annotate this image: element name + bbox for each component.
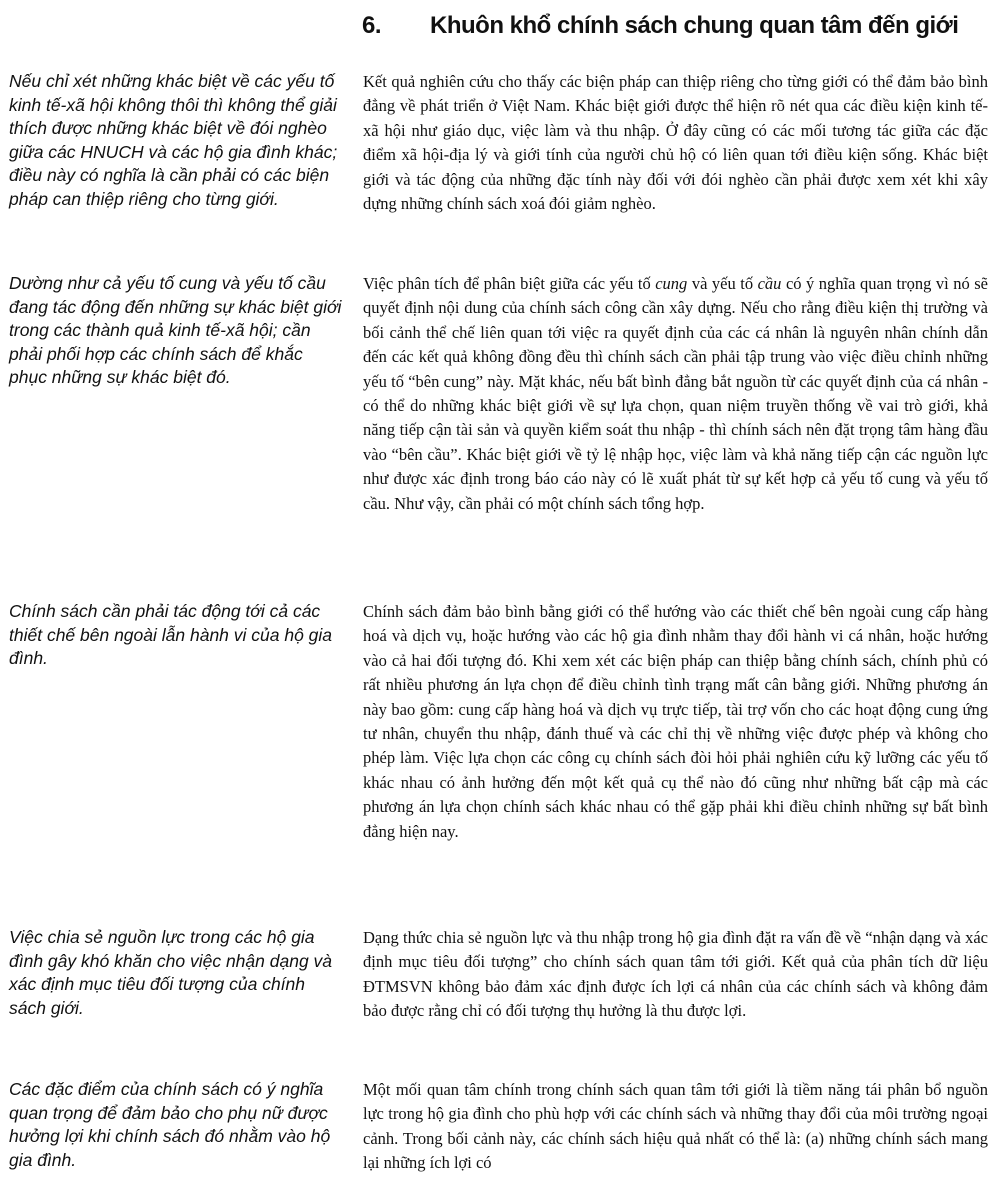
section-number: 6. [362, 12, 382, 39]
margin-note: Dường như cả yếu tố cung và yếu tố cầu đang tác động đến những sự khác biệt giới trong các thành quả kinh tế-xã hội; cần phải phối hợp các chính sách để khắc phục những sự khác biệt đó. [9, 273, 342, 387]
body-paragraph-5: Một mối quan tâm chính trong chính sách quan tâm tới giới là tiềm năng tái phân bổ nguồn lực trong hộ gia đình cho phù hợp với các chính sách và những thay đổi của môi trường ngoại cảnh. Trong bối cảnh này, các chính sách hiệu quả nhất có thể là: (a) những chính sách mang lại những ích lợi có [363, 1080, 988, 1173]
body-paragraph-2 [363, 272, 988, 516]
emphasis-cau: cầu [757, 274, 782, 293]
paragraph-text: Việc phân tích để phân biệt giữa các yếu tố [363, 274, 656, 293]
section-heading [362, 12, 992, 40]
body-paragraph-4: Dạng thức chia sẻ nguồn lực và thu nhập trong hộ gia đình đặt ra vấn đề về “nhận dạng và xác định mục tiêu đối tượng” cho chính sách quan tâm tới giới. Kết quả của phân tích dữ liệu ĐTMSVN không bảo đảm xác định được ích lợi cá nhân của các chính sách và không đảm bảo được rằng chỉ có đối tượng thụ hưởng là thu được lợi. [363, 928, 988, 1021]
margin-note: Chính sách cần phải tác động tới cả các thiết chế bên ngoài lẫn hành vi của hộ gia đình. [9, 601, 333, 668]
margin-note: Các đặc điểm của chính sách có ý nghĩa quan trọng để đảm bảo cho phụ nữ được hưởng lợi khi chính sách đó nhằm vào hộ gia đình. [9, 1079, 331, 1170]
paragraph-text: và yếu tố [687, 274, 758, 293]
body-paragraph-3: Chính sách đảm bảo bình bằng giới có thể hướng vào các thiết chế bên ngoài cung cấp hàng hoá và dịch vụ, hoặc hướng vào các hộ gia đình nhằm thay đổi hành vi cá nhân, hoặc hướng vào cả hai đối tượng đó. Khi xem xét các biện pháp can thiệp bằng chính sách, chính phủ có rất nhiều phương án lựa chọn để điều chỉnh tình trạng mất cân bằng giới. Những phương án này bao gồm: cung cấp hàng hoá và dịch vụ trực tiếp, tài trợ vốn cho các hoạt động cung ứng tư nhân, chuyển thu nhập, đánh thuế và các chỉ thị về những việc được phép và không cho phép làm. Việc lựa chọn các công cụ chính sách đòi hỏi phải nghiên cứu kỹ lưỡng các yếu tố khác nhau có ảnh hưởng đến một kết quả cụ thể nào đó cũng như những bất cập mà các phương án lựa chọn chính sách khác nhau có thể gặp phải khi điều chỉnh những sự bất bình đẳng hiện nay. [363, 602, 988, 841]
section-title: Khuôn khổ chính sách chung quan tâm đến giới [430, 12, 959, 39]
body-paragraph-1: Kết quả nghiên cứu cho thấy các biện pháp can thiệp riêng cho từng giới có thể đảm bảo bình đẳng về phát triển ở Việt Nam. Khác biệt giới được thể hiện rõ nét qua các điều kiện kinh tế-xã hội như giáo dục, việc làm và thu nhập. Ở đây cũng có các mối tương tác giữa các đặc điểm xã hội-địa lý và giới tính của người chủ hộ có liên quan tới điều kiện sống. Khác biệt giới và tác động của những đặc tính này đối với đói nghèo cần phải được xem xét khi xây dựng những chính sách xoá đói giảm nghèo. [363, 72, 988, 214]
margin-note: Nếu chỉ xét những khác biệt về các yếu tố kinh tế-xã hội không thôi thì không thể giải thích được những khác biệt về đói nghèo giữa các HNUCH và các hộ gia đình khác; điều này có nghĩa là cần phải có các biện pháp can thiệp riêng cho từng giới. [9, 71, 338, 209]
margin-note: Việc chia sẻ nguồn lực trong các hộ gia đình gây khó khăn cho việc nhận dạng và xác định mục tiêu đối tượng của chính sách giới. [9, 927, 333, 1018]
paragraph-text: có ý nghĩa quan trọng vì nó sẽ quyết định nội dung của chính sách công cần xây dựng. Nếu cho rằng điều kiện thị trường và bối cảnh thể chế liên quan tới việc ra quyết định của các cá nhân là nguyên nhân chính dẫn đến các kết quả không đồng đều thì chính sách cần phải tập trung vào việc điều chỉnh những yếu tố “bên cung” này. Mặt khác, nếu bất bình đẳng bắt nguồn từ các quyết định của cá nhân - có thể do những khác biệt giới về sự lựa chọn, quan niệm truyền thống về vai trò giới, khả năng tiếp cận tài sản và quyền kiểm soát thu nhập - thì chính sách nên đặt trọng tâm hàng đầu vào “bên cầu”. Khác biệt giới về tỷ lệ nhập học, việc làm và khả năng tiếp cận các nguồn lực như được xác định trong báo cáo này có lẽ xuất phát từ sự kết hợp cả yếu tố cung và yếu tố cầu. Như vậy, cần phải có một chính sách tổng hợp. [363, 274, 989, 513]
emphasis-cung: cung [655, 274, 688, 293]
